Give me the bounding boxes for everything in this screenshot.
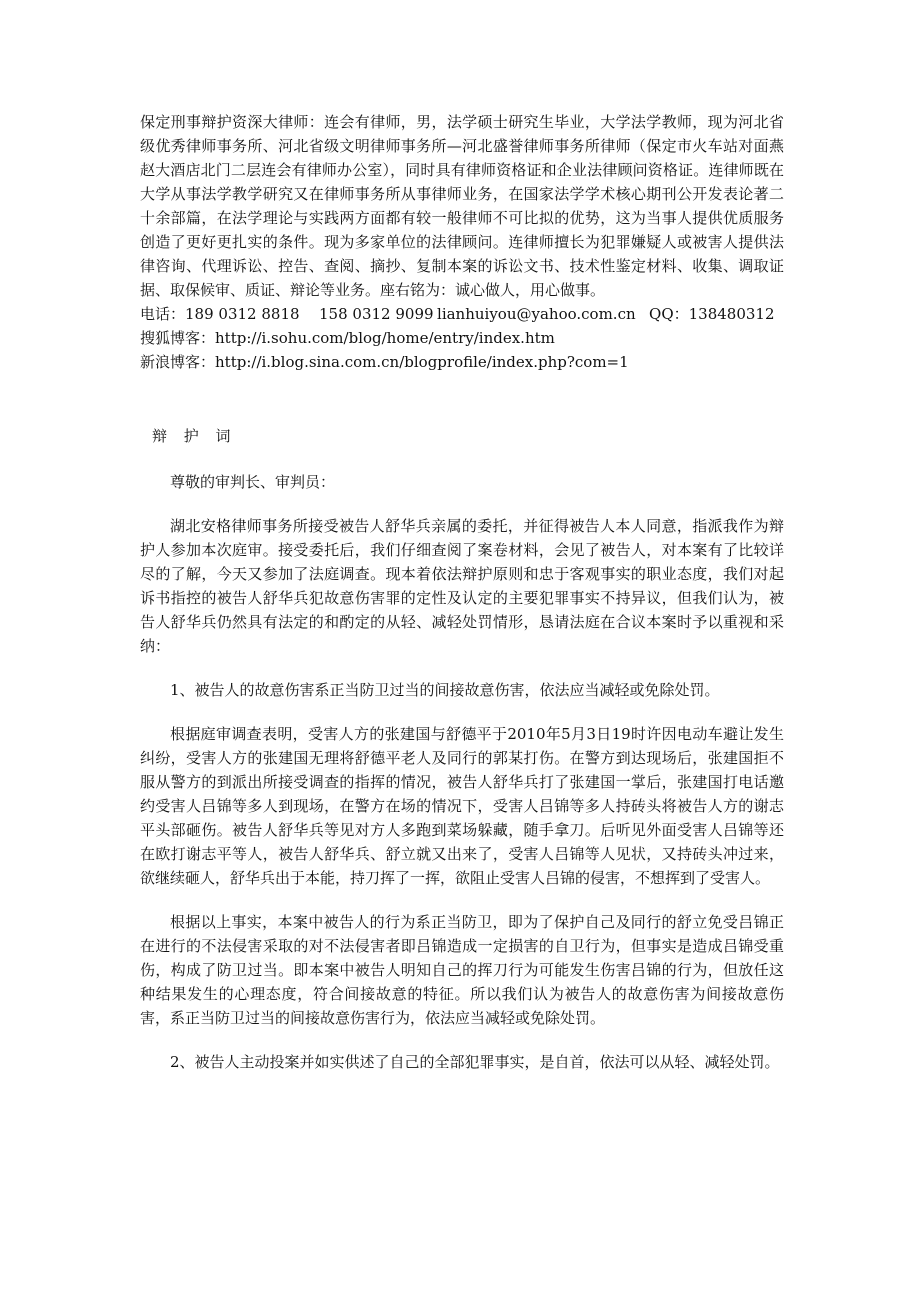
lawyer-intro: 保定刑事辩护资深大律师：连会有律师，男，法学硕士研究生毕业，大学法学教师，现为河北省级优秀律师事务所、河北省级文明律师事务所—河北盛誉律师事务所律师（保定市火车站对面燕赵大酒店北门二层连会有律师办公室），同时具有律师资格证和企业法律顾问资格证。连律师既在大学从事法学教学研究又在律师事务所从事律师业务，在国家法学学术核心期刊公开发表论著二十余部篇，在法学理论与实践两方面都有较一般律师不可比拟的优势，这为当事人提供优质服务创造了更好更扎实的条件。现为多家单位的法律顾问。连律师擅长为犯罪嫌疑人或被害人提供法律咨询、代理诉讼、控告、查阅、摘抄、复制本案的诉讼文书、技术性鉴定材料、收集、调取证据、取保候审、质证、辩论等业务。座右铭为：诚心做人，用心做事。 (140, 113, 784, 299)
paragraph-point-2-heading: 2、被告人主动投案并如实供述了自己的全部犯罪事实，是自首，依法可以从轻、减轻处罚。 (170, 1053, 780, 1071)
sohu-blog-line (140, 326, 784, 350)
paragraph-opening: 湖北安格律师事务所接受被告人舒华兵亲属的委托，并征得被告人本人同意，指派我作为辩护人参加本次庭审。接受委托后，我们仔细查阅了案卷材料，会见了被告人，对本案有了比较详尽的了解，今天又参加了法庭调查。现本着依法辩护原则和忠于客观事实的职业态度，我们对起诉书指控的被告人舒华兵犯故意伤害罪的定性及认定的主要犯罪事实不持异议，但我们认为，被告人舒华兵仍然具有法定的和酌定的从轻、减轻处罚情形，恳请法庭在合议本案时予以重视和采纳： (140, 517, 784, 655)
phone-number-2: 158 0312 9099 (319, 305, 434, 323)
contact-phone-line (140, 302, 784, 326)
phone-label: 电话： (140, 305, 186, 323)
document-page (140, 110, 784, 1074)
paragraph-facts: 根据庭审调查表明，受害人方的张建国与舒德平于2010年5月3日19时许因电动车避让发生纠纷，受害人方的张建国无理将舒德平老人及同行的郭某打伤。在警方到达现场后，张建国拒不服从警方的到派出所接受调查的指挥的情况，被告人舒华兵打了张建国一掌后，张建国打电话邀约受害人吕锦等多人到现场，在警方在场的情况下，受害人吕锦等多人持砖头将被告人方的谢志平头部砸伤。被告人舒华兵等见对方人多跑到菜场躲藏，随手拿刀。后听见外面受害人吕锦等还在欧打谢志平等人，被告人舒华兵、舒立就又出来了，受害人吕锦等人见状，又持砖头冲过来，欲继续砸人，舒华兵出于本能，持刀挥了一挥，欲阻止受害人吕锦的侵害，不想挥到了受害人。 (140, 725, 784, 887)
email-address[interactable]: lianhuiyou@yahoo.com.cn (437, 305, 636, 323)
qq-label: QQ： (649, 305, 689, 323)
sina-blog-url[interactable]: http://i.blog.sina.com.cn/blogprofile/index.php?com=1 (215, 353, 629, 371)
qq-number: 138480312 (688, 305, 775, 323)
sohu-blog-label: 搜狐博客： (140, 329, 216, 347)
sina-blog-label: 新浪博客： (140, 353, 216, 371)
sohu-blog-url[interactable]: http://i.sohu.com/blog/home/entry/index.htm (215, 329, 555, 347)
paragraph-point-1-heading: 1、被告人的故意伤害系正当防卫过当的间接故意伤害，依法应当减轻或免除处罚。 (170, 681, 720, 699)
document-title: 辩 护 词 (152, 427, 237, 445)
sina-blog-line (140, 350, 784, 374)
phone-number-1: 189 0312 8818 (185, 305, 300, 323)
salutation: 尊敬的审判长、审判员： (170, 473, 336, 491)
paragraph-analysis: 根据以上事实，本案中被告人的行为系正当防卫，即为了保护自己及同行的舒立免受吕锦正在进行的不法侵害采取的对不法侵害者即吕锦造成一定损害的自卫行为，但事实是造成吕锦受重伤，构成了防卫过当。即本案中被告人明知自己的挥刀行为可能发生伤害吕锦的行为，但放任这种结果发生的心理态度，符合间接故意的特征。所以我们认为被告人的故意伤害为间接故意伤害，系正当防卫过当的间接故意伤害行为，依法应当减轻或免除处罚。 (140, 913, 784, 1027)
